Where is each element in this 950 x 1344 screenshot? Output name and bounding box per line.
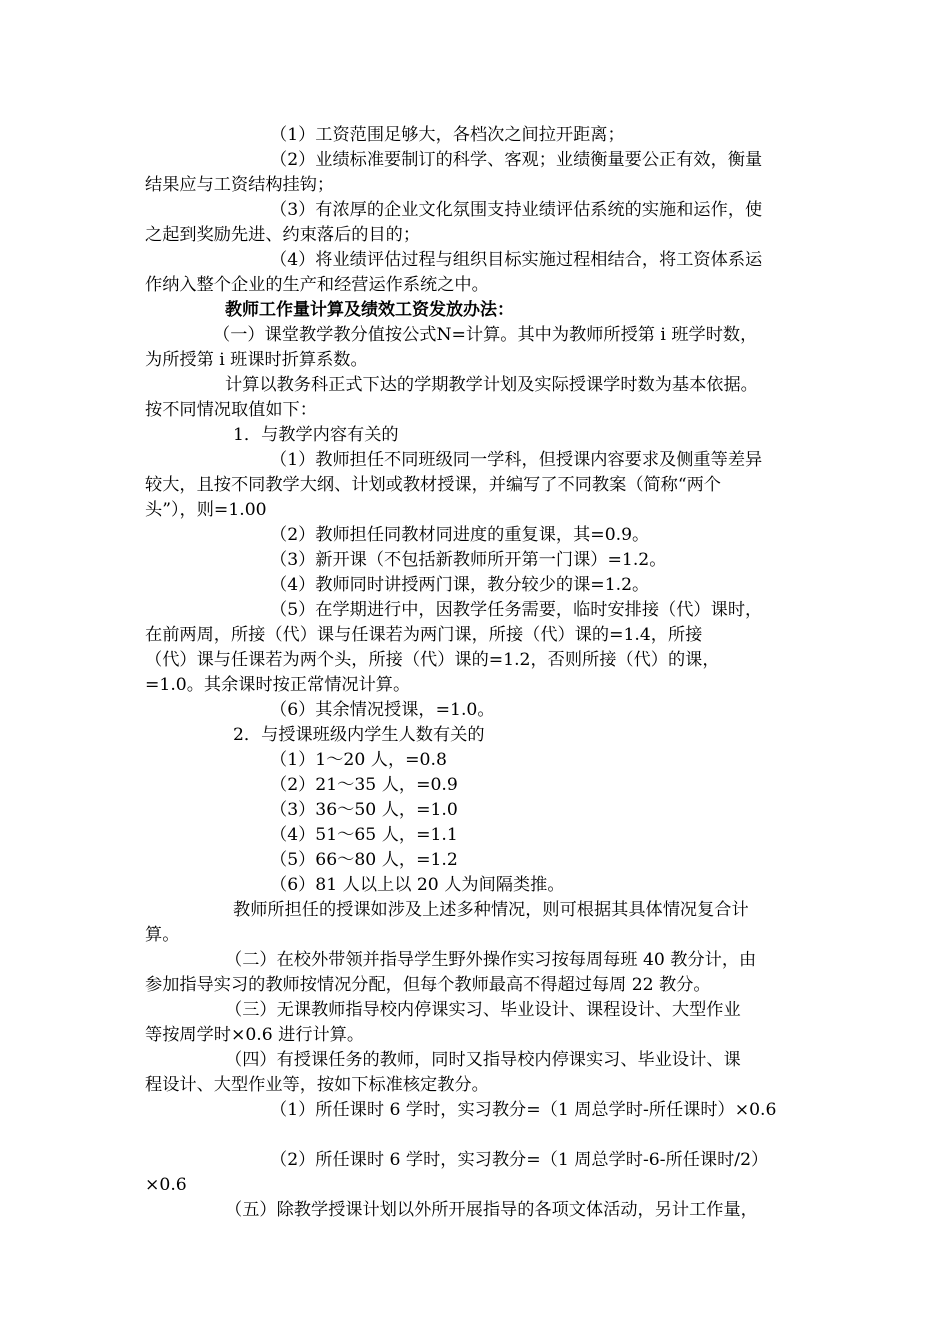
paragraph-line: （三）无课教师指导校内停课实习、毕业设计、课程设计、大型作业 [225, 1000, 741, 1020]
list-item-heading: 1．与教学内容有关的 [233, 425, 399, 445]
blank-line [145, 1123, 807, 1148]
paragraph-line: 为所授第 i 班课时折算系数。 [145, 350, 368, 370]
paragraph-line: 作纳入整个企业的生产和经营运作系统之中。 [145, 275, 489, 295]
paragraph-line: 头”），则=1.00 [145, 500, 267, 520]
paragraph-line: （代）课与任课若为两个头，所接（代）课的=1.2，否则所接（代）的课， [145, 650, 720, 670]
paragraph-line: （4）将业绩评估过程与组织目标实施过程相结合，将工资体系运 [270, 250, 763, 270]
paragraph-line: 结果应与工资结构挂钩； [145, 175, 335, 195]
paragraph-line: 教师所担任的授课如涉及上述多种情况，则可根据其具体情况复合计 [233, 900, 749, 920]
paragraph-line: （2）业绩标准要制订的科学、客观；业绩衡量要公正有效，衡量 [270, 150, 763, 170]
paragraph-line: （二）在校外带领并指导学生野外操作实习按每周每班 40 教分计，由 [225, 950, 757, 970]
list-item: （1）1～20 人，=0.8 [270, 750, 447, 770]
paragraph-line: （6）其余情况授课，=1.0。 [270, 700, 495, 720]
paragraph-line: （1）所任课时 6 学时，实习教分=（1 周总学时-所任课时）×0.6 [270, 1100, 777, 1120]
paragraph-line: （五）除教学授课计划以外所开展指导的各项文体活动，另计工作量， [225, 1200, 758, 1220]
list-item: （3）36～50 人，=1.0 [270, 800, 458, 820]
paragraph-line: 计算以教务科正式下达的学期教学计划及实际授课学时数为基本依据。 [225, 375, 758, 395]
paragraph-line: =1.0。其余课时按正常情况计算。 [145, 675, 411, 695]
paragraph-line: （一）课堂教学教分值按公式N=计算。其中为教师所授第 i 班学时数， [213, 325, 758, 345]
paragraph-line: 参加指导实习的教师按情况分配，但每个教师最高不得超过每周 22 教分。 [145, 975, 711, 995]
paragraph-line: 在前两周，所接（代）课与任课若为两门课，所接（代）课的=1.4，所接 [145, 625, 703, 645]
document-body [145, 123, 807, 1223]
paragraph-line: （2）所任课时 6 学时，实习教分=（1 周总学时-6-所任课时/2） [270, 1150, 769, 1170]
paragraph-line: 之起到奖励先进、约束落后的目的； [145, 225, 421, 245]
paragraph-line: 等按周学时×0.6 进行计算。 [145, 1025, 365, 1045]
paragraph-line: （四）有授课任务的教师，同时又指导校内停课实习、毕业设计、课 [225, 1050, 741, 1070]
paragraph-line: ×0.6 [145, 1175, 187, 1195]
paragraph-line: 较大，且按不同教学大纲、计划或教材授课，并编写了不同教案（简称“两个 [145, 475, 721, 495]
paragraph-line: （3）有浓厚的企业文化氛围支持业绩评估系统的实施和运作，使 [270, 200, 763, 220]
paragraph-line: （5）在学期进行中，因教学任务需要，临时安排接（代）课时， [270, 600, 763, 620]
paragraph-line: 算。 [145, 925, 180, 945]
paragraph-line: （1）工资范围足够大，各档次之间拉开距离； [270, 125, 625, 145]
paragraph-line: 程设计、大型作业等，按如下标准核定教分。 [145, 1075, 489, 1095]
paragraph-line: （3）新开课（不包括新教师所开第一门课）=1.2。 [270, 550, 667, 570]
list-item: （2）21～35 人，=0.9 [270, 775, 458, 795]
paragraph-line: （4）教师同时讲授两门课，教分较少的课=1.2。 [270, 575, 650, 595]
paragraph-line: （1）教师担任不同班级同一学科，但授课内容要求及侧重等差异 [270, 450, 763, 470]
list-item: （6）81 人以上以 20 人为间隔类推。 [270, 875, 565, 895]
list-item-heading: 2．与授课班级内学生人数有关的 [233, 725, 485, 745]
paragraph-line: 按不同情况取值如下： [145, 400, 317, 420]
list-item: （4）51～65 人，=1.1 [270, 825, 458, 845]
list-item: （5）66～80 人，=1.2 [270, 850, 458, 870]
paragraph-line: （2）教师担任同教材同进度的重复课，其=0.9。 [270, 525, 650, 545]
section-heading: 教师工作量计算及绩效工资发放办法： [225, 300, 514, 320]
